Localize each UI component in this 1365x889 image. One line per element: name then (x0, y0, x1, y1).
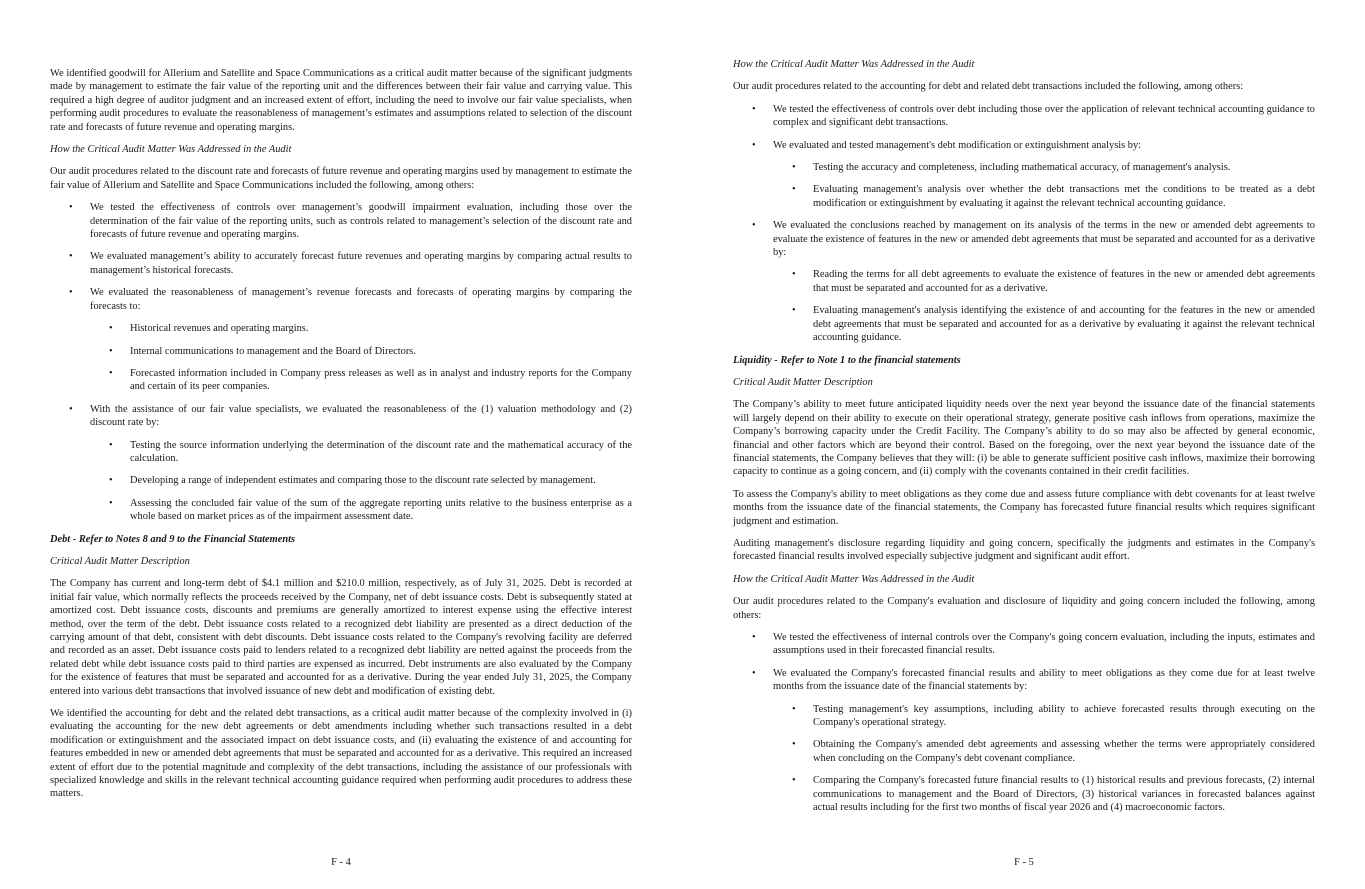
goodwill-cam-paragraph: We identified goodwill for Allerium and Satellite and Space Communications as a critical audit matter because of the significant judgments made by management to estimate the fair value of the reporting unit and the differences between their fair value and carrying value. This required a high degree of auditor judgment and an increased extent of effort, including the need to involve our fair value specialists, when performing audit procedures to evaluate the reasonableness of management’s estimates and assumptions related to selection of the discount rate and forecasts of future revenue and operating margins. (50, 68, 632, 133)
sub-list-item: • Developing a range of independent estimates and comparing those to the discount rate selected by management. (90, 474, 632, 487)
sub-list (90, 439, 632, 524)
procedures-intro: Our audit procedures related to the discount rate and forecasts of future revenue and operating margins used by management to estimate the fair value of Allerium and Satellite and Space Communications included the following, among others: (50, 166, 632, 191)
sub-list-item: • Reading the terms for all debt agreements to evaluate the existence of features in the new or amended debt agreements that must be separated and accounted for as a derivative. (773, 268, 1315, 295)
liquidity-paragraph-3: Auditing management's disclosure regarding liquidity and going concern, specifically the judgments and estimates in the Company's forecasted financial results involved especially subjective judgment and significant audit effort. (733, 537, 1315, 563)
liquidity-procedures-list (733, 631, 1315, 814)
cam-description-heading: Critical Audit Matter Description (50, 555, 190, 567)
sub-list-item: • Comparing the Company's forecasted future financial results to (1) historical results and previous forecasts, (2) internal communications to management and the Board of Directors, (3) historical variances in forecasted balances against actual results including for the first two months of fiscal year 2026 and (4) macroeconomic factors. (773, 774, 1315, 814)
list-item-text: With the assistance of our fair value specialists, we evaluated the reasonableness of the (1) valuation methodology and (2) discount rate by: (90, 403, 632, 429)
goodwill-procedures-list (50, 201, 632, 523)
sub-list-item: • Evaluating management's analysis over whether the debt transactions met the conditions to be treated as a debt modification or extinguishment by evaluating it against the relevant technical accounting guidance. (773, 183, 1315, 210)
how-addressed-heading: How the Critical Audit Matter Was Addressed in the Audit (733, 573, 975, 585)
sub-list-item: • Testing management's key assumptions, including ability to achieve forecasted results through executing on the Company's operational strategy. (773, 703, 1315, 730)
list-item: • We tested the effectiveness of internal controls over the Company's going concern evaluation, including the inputs, estimates and assumptions used in their forecasted financial results. (733, 631, 1315, 658)
list-item (50, 286, 632, 393)
page-f5 (733, 0, 1315, 889)
list-item (50, 403, 632, 524)
page-number: F - 5 (1014, 856, 1034, 868)
debt-procedures-intro: Our audit procedures related to the accounting for debt and related debt transactions included the following, among others: (733, 81, 1244, 93)
sub-list-item: • Testing the source information underlying the determination of the discount rate and the mathematical accuracy of the calculation. (90, 439, 632, 466)
list-item-text: We evaluated the conclusions reached by management on its analysis of the terms in the new or amended debt agreements to evaluate the existence of features in the new or amended debt agreements that must be separated and accounted for as a derivative by: (773, 220, 1315, 259)
page-f5-content (733, 58, 1315, 823)
list-item: • We tested the effectiveness of controls over debt including those over the application of relevant technical accounting guidance to complex and significant debt transactions. (733, 103, 1315, 130)
list-item: • We evaluated management’s ability to accurately forecast future revenues and operating margins by comparing actual results to management’s historical forecasts. (50, 250, 632, 277)
liquidity-paragraph-1: The Company’s ability to meet future anticipated liquidity needs over the next year beyond the issuance date of the financial statements will largely depend on their ability to execute on their operational strategy, generate positive cash inflows from operations, maximize the Company’s borrowing capacity under the Credit Facility. The Company’s ability to do so may also be affected by general economic, financial and other factors which are beyond their control. Based on the foregoing, over the next year beyond the issuance date of the financial statements, the Company believes that they will: (i) be able to generate sufficient positive cash inflows, maximize their borrowing capacity to continue as a going concern, and (ii) comply with the covenants contained in their credit facilities. (733, 399, 1315, 478)
sub-list (773, 268, 1315, 344)
how-addressed-heading: How the Critical Audit Matter Was Addressed in the Audit (50, 144, 292, 156)
liquidity-paragraph-2: To assess the Company's ability to meet obligations as they come due and assess future compliance with debt covenants for at least twelve months from the issuance date of the financial statements, the Company has forecasted future financial results which requires significant judgment and estimation. (733, 488, 1315, 527)
liquidity-procedures-intro: Our audit procedures related to the Company's evaluation and disclosure of liquidity and going concern included the following, among others: (733, 596, 1315, 621)
sub-list-item: • Internal communications to management and the Board of Directors. (90, 345, 632, 358)
list-item (733, 139, 1315, 211)
list-item-text: We evaluated and tested management's debt modification or extinguishment analysis by: (773, 139, 1142, 151)
page-number: F - 4 (331, 856, 351, 868)
cam-description-heading: Critical Audit Matter Description (733, 376, 873, 388)
page-f4 (50, 0, 632, 889)
sub-list-item: • Assessing the concluded fair value of the sum of the aggregate reporting units relative to the business enterprise as a whole based on market prices as of the impairment assessment date. (90, 497, 632, 524)
list-item-text: We evaluated the reasonableness of management’s revenue forecasts and forecasts of operating margins by comparing the forecasts to: (90, 287, 632, 312)
sub-list-item: • Obtaining the Company's amended debt agreements and assessing whether the terms were appropriately considered when concluding on the Company's debt covenant compliance. (773, 738, 1315, 765)
list-item-text: We evaluated the Company's forecasted financial results and ability to meet obligations as they come due for at least twelve months from the issuance date of the financial statements by: (773, 667, 1315, 693)
debt-procedures-list (733, 103, 1315, 345)
debt-cam-paragraph: We identified the accounting for debt and the related debt transactions, as a critical audit matter because of the complexity involved in (i) evaluating the accounting for the new debt agreements or debt amendments including whether such transactions resulted in a debt modification or extinguishment and the associated impact on debt issuance costs, and (ii) evaluating the existence of and accounting for features embedded in new or amended debt agreements that must be separated and accounted for as a derivative. This required an increased extent of effort due to the potential magnitude and complexity of the debt transactions, including the assistance of our professionals with specialized knowledge and skills in the relevant technical accounting guidance required when performing audit procedures to address these matters. (50, 708, 632, 800)
debt-section-heading: Debt - Refer to Notes 8 and 9 to the Financial Statements (50, 533, 296, 545)
sub-list (773, 703, 1315, 815)
sub-list-item: • Forecasted information included in Company press releases as well as in analyst and industry reports for the Company and certain of its peer companies. (90, 367, 632, 394)
list-item (733, 219, 1315, 344)
sub-list (90, 322, 632, 394)
liquidity-section-heading: Liquidity - Refer to Note 1 to the financial statements (733, 354, 961, 366)
sub-list-item: • Testing the accuracy and completeness, including mathematical accuracy, of management's analysis. (773, 161, 1315, 174)
sub-list (773, 161, 1315, 210)
page-f4-content (50, 67, 632, 810)
list-item (733, 667, 1315, 815)
sub-list-item: • Historical revenues and operating margins. (90, 322, 632, 335)
debt-description-paragraph: The Company has current and long-term debt of $4.1 million and $210.0 million, respectively, as of July 31, 2025. Debt is recorded at initial fair value, which normally reflects the proceeds received by the Company, net of debt issuance costs. Debt is subsequently stated at amortized cost. Debt issuance costs, discounts and premiums are generally amortized to interest expense using the effective interest method, over the term of the debt. Debt issuance costs related to a recognized debt liability are presented as a direct deduction of the carrying amount of that debt, consistent with debt discounts. Debt issuance costs related to the Company's revolving facility are deferred and recorded as an asset. Debt issuance costs paid to lenders related to a recognized debt liability are netted against the proceeds from the related debt while debt issuance costs paid to third parties are expensed as incurred. Debt instruments are also evaluated by the Company for the existence of features that must be separated and accounted for as a derivative. During the year ended July 31, 2025, the Company entered into various debt transactions that involved issuance of new debt and modification of existing debt. (50, 578, 632, 697)
sub-list-item: • Evaluating management's analysis identifying the existence of and accounting for the features in the new or amended debt agreements that must be separated and accounted for as a derivative by evaluating it against the relevant technical accounting guidance. (773, 304, 1315, 344)
list-item: • We tested the effectiveness of controls over management’s goodwill impairment evaluation, including those over the determination of the fair value of the reporting units, such as controls related to management’s selection of the discount rate and forecasts of future revenue and operating margins. (50, 201, 632, 241)
how-addressed-heading: How the Critical Audit Matter Was Addressed in the Audit (733, 59, 975, 70)
